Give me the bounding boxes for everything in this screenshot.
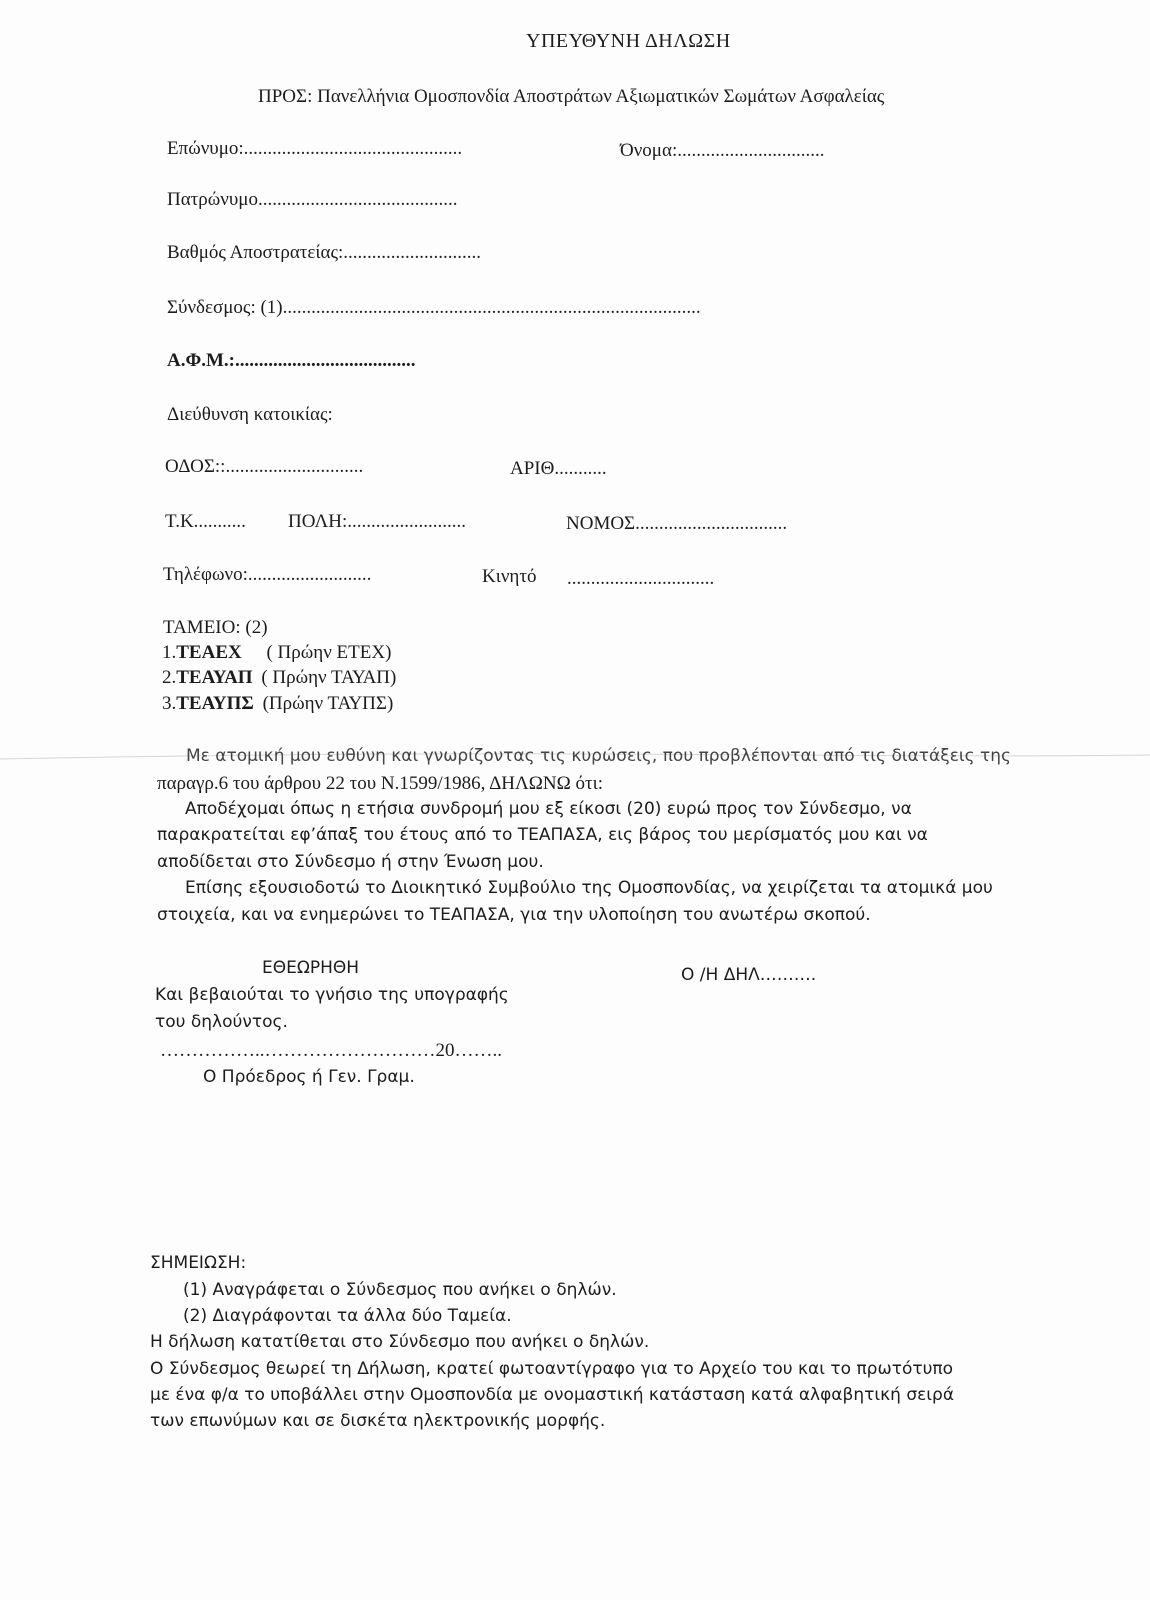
declaration-line: παρακρατείται εφ’άπαξ του έτους από το ΤΕΑΠΑΣΑ, εις βάρος του μερίσματός μου και να bbox=[157, 825, 928, 845]
surname-field: Επώνυμο:.............................................. bbox=[167, 138, 463, 159]
father-name-field: Πατρώνυμο.......................................... bbox=[167, 189, 458, 210]
mobile-label: Κινητό bbox=[482, 566, 537, 587]
fund-option bbox=[162, 667, 396, 689]
address-label: Διεύθυνση κατοικίας: bbox=[167, 404, 333, 425]
declaration-line: Με ατομική μου ευθύνη και γνωρίζοντας τις κυρώσεις, που προβλέπονται από τις διατάξεις της bbox=[186, 746, 1012, 766]
fund-option-number: 1. bbox=[162, 642, 177, 663]
declaration-line: Αποδέχομαι όπως η ετήσια συνδρομή μου εξ είκοσι (20) ευρώ προς τον Σύνδεσμο, να bbox=[185, 799, 912, 819]
declaration-line: παραγρ.6 του άρθρου 22 του Ν.1599/1986, ΔΗΛΩΝΩ ότι: bbox=[157, 773, 604, 794]
document-title: ΥΠΕΥΘΥΝΗ ΔΗΛΩΣΗ bbox=[526, 30, 731, 52]
fund-option-code: ΤΕΑΕΧ bbox=[176, 642, 242, 663]
note-line: των επωνύμων και σε δισκέτα ηλεκτρονικής μορφής. bbox=[150, 1411, 606, 1431]
fund-option-code: ΤΕΑΥΑΠ bbox=[176, 667, 253, 688]
fund-option-number: 3. bbox=[162, 693, 177, 714]
afm-field: Α.Φ.Μ.:...................................... bbox=[167, 350, 416, 371]
fund-option-code: ΤΕΑΥΠΣ bbox=[176, 693, 254, 714]
postcode-field: Τ.Κ........... bbox=[165, 511, 246, 532]
fund-option-former: (Πρώην ΤΑΥΠΣ) bbox=[262, 693, 394, 714]
number-field: ΑΡΙΘ........... bbox=[510, 458, 607, 479]
phone-field: Τηλέφωνο:.......................... bbox=[163, 564, 372, 585]
declarant-signature: Ο /Η ΔΗΛ………. bbox=[681, 965, 817, 985]
addressee-line: ΠΡΟΣ: Πανελλήνια Ομοσπονδία Αποστράτων Αξιωματικών Σωμάτων Ασφαλείας bbox=[258, 86, 885, 107]
fund-option bbox=[162, 642, 391, 664]
name-field: Όνομα:............................... bbox=[620, 140, 825, 161]
declaration-line: αποδίδεται στο Σύνδεσμο ή στην Ένωση μου. bbox=[157, 852, 544, 872]
fund-option-former: ( Πρώην ΤΑΥΑΠ) bbox=[261, 667, 397, 688]
rank-field: Βαθμός Αποστρατείας:............................. bbox=[167, 242, 482, 263]
certification-date: ……………..………………………20…….. bbox=[160, 1040, 502, 1061]
note-line: (2) Διαγράφονται τα άλλα δύο Ταμεία. bbox=[183, 1306, 512, 1326]
fund-label: ΤΑΜΕΙΟ: (2) bbox=[163, 617, 268, 638]
certification-signer: Ο Πρόεδρος ή Γεν. Γραμ. bbox=[203, 1067, 415, 1087]
note-line: Η δήλωση κατατίθεται στο Σύνδεσμο που ανήκει ο δηλών. bbox=[150, 1332, 650, 1352]
note-line: με ένα φ/α το υποβάλλει στην Ομοσπονδία με ονομαστική κατάσταση κατά αλφαβητική σειρά bbox=[150, 1385, 955, 1405]
fund-option-number: 2. bbox=[162, 667, 177, 688]
certification-line: του δηλούντος. bbox=[155, 1012, 288, 1032]
city-field: ΠΟΛΗ:......................... bbox=[288, 511, 467, 532]
fund-option bbox=[162, 693, 393, 715]
street-field: ΟΔΟΣ::............................. bbox=[165, 456, 364, 477]
notes-heading: ΣΗΜΕΙΩΣΗ: bbox=[150, 1253, 247, 1273]
note-line: Ο Σύνδεσμος θεωρεί τη Δήλωση, κρατεί φωτοαντίγραφο για το Αρχείο του και το πρωτότυπο bbox=[150, 1359, 954, 1379]
declaration-line: Επίσης εξουσιοδοτώ το Διοικητικό Συμβούλιο της Ομοσπονδίας, να χειρίζεται τα ατομικά μου bbox=[185, 878, 993, 898]
prefecture-field: ΝΟΜΟΣ................................ bbox=[566, 513, 788, 534]
mobile-field: ............................... bbox=[567, 568, 715, 589]
fund-option-former: ( Πρώην ΕΤΕΧ) bbox=[266, 642, 392, 663]
declaration-line: στοιχεία, και να ενημερώνει το ΤΕΑΠΑΣΑ, για την υλοποίηση του ανωτέρω σκοπού. bbox=[157, 905, 871, 925]
certification-line: Και βεβαιούται το γνήσιο της υπογραφής bbox=[155, 985, 509, 1005]
note-line: (1) Αναγράφεται ο Σύνδεσμος που ανήκει ο δηλών. bbox=[183, 1280, 617, 1300]
certification-heading: ΕΘΕΩΡΗΘΗ bbox=[262, 958, 360, 978]
association-field: Σύνδεσμος: (1)........................................................................................ bbox=[167, 297, 701, 318]
